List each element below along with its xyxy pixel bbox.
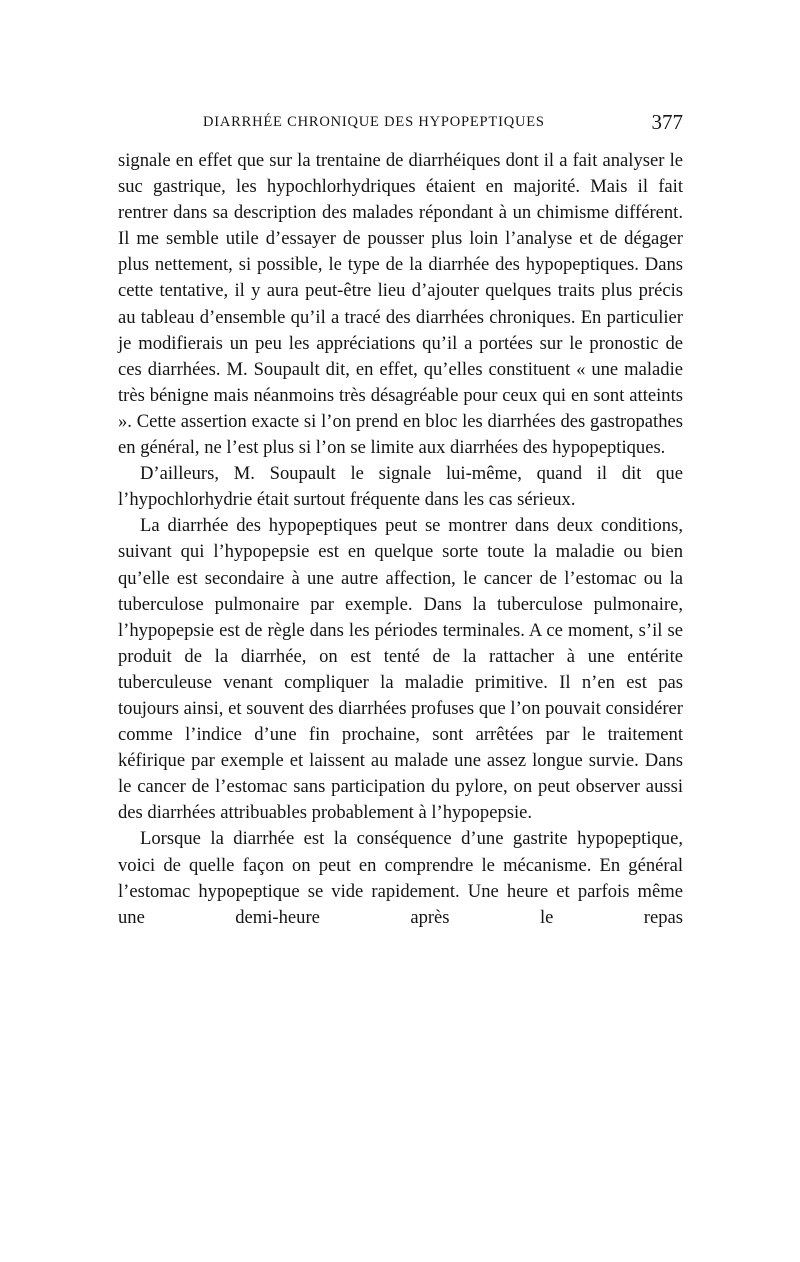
- page-header: [118, 110, 683, 140]
- page-number: 377: [651, 110, 683, 134]
- paragraph: La diarrhée des hypopeptiques peut se montrer dans deux conditions, suivant qui l’hypopepsie est en quelque sorte toute la maladie ou bien qu’elle est secondaire à une autre affection, le cancer de l’estomac ou la tuberculose pulmonaire par exemple. Dans la tuberculose pulmonaire, l’hypopepsie est de règle dans les périodes terminales. A ce moment, s’il se produit de la diarrhée, on est tenté de la rattacher à une entérite tuberculeuse venant compliquer la maladie primitive. Il n’en est pas toujours ainsi, et souvent des diarrhées profuses que l’on pouvait considérer comme l’indice d’une fin prochaine, sont arrêtées par le traitement kéfirique par exemple et laissent au malade une assez longue survie. Dans le cancer de l’estomac sans participation du pylore, on peut observer aussi des diarrhées attribuables probablement à l’hypopepsie.: [118, 515, 683, 824]
- running-title: DIARRHÉE CHRONIQUE DES HYPOPEPTIQUES: [203, 114, 545, 130]
- body-text: [118, 148, 683, 931]
- paragraph-continues: Lorsque la diarrhée est la conséquence d’une gastrite hypopeptique, voici de quelle façon on peut en comprendre le mécanisme. En général l’estomac hypopeptique se vide rapidement. Une heure et parfois même une demi-heure après le repas: [118, 828, 683, 928]
- book-page: [118, 110, 683, 931]
- paragraph-continued: signale en effet que sur la trentaine de diarrhéiques dont il a fait analyser le suc gastrique, les hypochlorhydriques étaient en majorité. Mais il fait rentrer dans sa description des malades répondant à un chimisme différent. Il me semble utile d’essayer de pousser plus loin l’analyse et de dégager plus nettement, si possible, le type de la diarrhée des hypopeptiques. Dans cette tentative, il y aura peut-être lieu d’ajouter quelques traits plus précis au tableau d’ensemble qu’il a tracé des diarrhées chroniques. En particulier je modifierais un peu les appréciations qu’il a portées sur le pronostic de ces diarrhées. M. Soupault dit, en effet, qu’elles constituent « une maladie très bénigne mais néanmoins très désagréable pour ceux qui en sont atteints ». Cette assertion exacte si l’on prend en bloc les diarrhées des gastropathes en général, ne l’est plus si l’on se limite aux diarrhées des hypopeptiques.: [118, 150, 683, 459]
- paragraph: D’ailleurs, M. Soupault le signale lui-même, quand il dit que l’hypochlorhydrie était surtout fréquente dans les cas sérieux.: [118, 463, 683, 511]
